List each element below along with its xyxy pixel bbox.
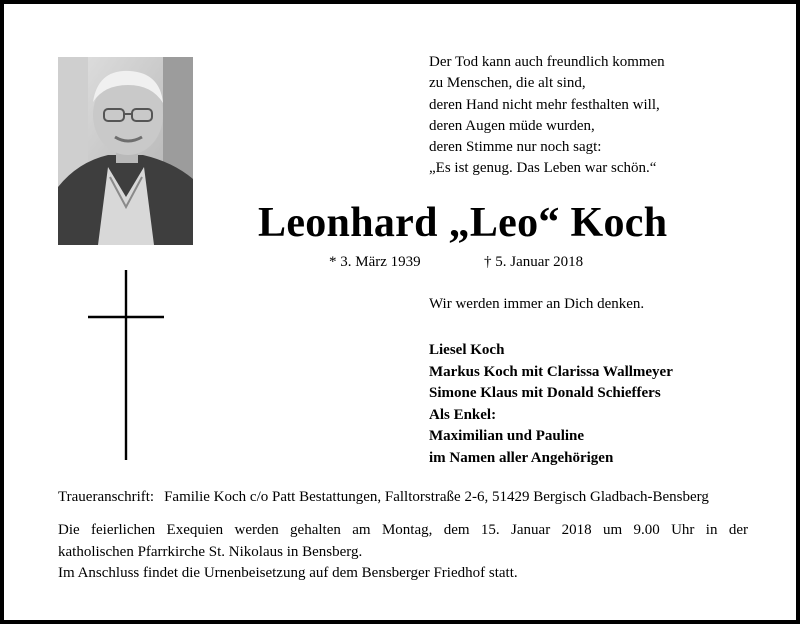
mourner-line: Liesel Koch [429, 342, 505, 358]
poem [429, 52, 665, 180]
cross-icon [88, 270, 164, 460]
mourners-list [429, 340, 673, 469]
service-line: Im Anschluss findet die Urnenbeisetzung auf dem Bensberger Friedhof statt. [58, 565, 518, 581]
service-info [58, 520, 748, 585]
poem-line: Der Tod kann auch freundlich kommen [429, 54, 665, 70]
poem-line: deren Stimme nur noch sagt: [429, 139, 602, 156]
mourner-line: Maximilian und Pauline [429, 428, 585, 444]
poem-line: „Es ist genug. Das Leben war schön.“ [429, 160, 657, 177]
address-text: Familie Koch c/o Patt Bestattungen, Falltorstraße 2-6, 51429 Bergisch Gladbach-Bensberg [164, 489, 709, 505]
poem-line: deren Hand nicht mehr festhalten will, [429, 96, 660, 113]
service-line: katholischen Pfarrkirche St. Nikolaus in Bensberg. [58, 543, 363, 560]
mourner-line: Simone Klaus mit Donald Schieffers [429, 385, 661, 401]
poem-line: zu Menschen, die alt sind, [429, 75, 586, 92]
mourning-address [58, 489, 709, 506]
address-label: Traueranschrift: [58, 489, 155, 505]
mourner-line: Als Enkel: [429, 406, 497, 423]
service-line: Die feierlichen Exequien werden gehalten am Montag, dem 15. Januar 2018 um 9.00 Uhr in der [58, 522, 748, 538]
portrait-photo [58, 57, 193, 245]
mourner-line: im Namen aller Angehörigen [429, 449, 614, 466]
deceased-name: Leonhard „Leo“ Koch [258, 200, 668, 246]
death-date: † 5. Januar 2018 [484, 254, 584, 270]
farewell-text: Wir werden immer an Dich denken. [429, 296, 645, 312]
mourner-line: Markus Koch mit Clarissa Wallmeyer [429, 363, 673, 380]
poem-line: deren Augen müde wurden, [429, 117, 595, 134]
birth-date: * 3. März 1939 [329, 254, 421, 270]
